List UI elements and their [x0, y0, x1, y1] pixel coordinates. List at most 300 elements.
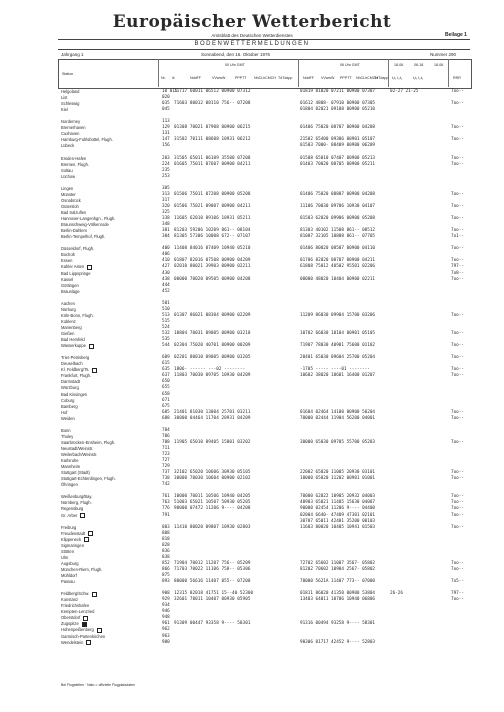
station-number: 10 015 [162, 89, 178, 94]
observation-00: 81305 57306 10008 672-- 07107 [174, 234, 251, 240]
station-number: 129 [162, 125, 170, 131]
station-marker-icon [89, 344, 94, 349]
station-number: 035 [162, 101, 170, 107]
station-number: 020 [162, 95, 170, 101]
observation-00: 01506 75021 09007 00900 04211 [174, 203, 251, 209]
observation-00: 21401 81030 13004 25701 03211 [174, 409, 251, 415]
observation-06: 01706 82020 08707 00900 04211 [300, 258, 376, 264]
station-number: 808 [162, 530, 170, 536]
station-number: 737 [162, 470, 170, 476]
station-name: Öhringen [61, 482, 78, 488]
station-name: Koblenz [61, 318, 76, 324]
station-name: Saarbrücken-Ensheim, Flugh. [61, 439, 116, 445]
station-number: 742 [162, 482, 170, 488]
station-name: Oberstdorf [61, 615, 88, 620]
col-nhcl-a: NhCLhCMCH [254, 76, 276, 80]
precipitation-group: 7oo-- [451, 367, 464, 373]
observation-06: -1705 ----- ----01 -------- [300, 367, 370, 373]
precipitation-group: 7oo-- [451, 276, 464, 282]
observation-06: 21502 65400 09306 00901 05107 [300, 137, 376, 143]
station-number: 384 [162, 234, 170, 240]
col-18-06: 18-06 [394, 63, 404, 67]
station-name: Karlsruhe [61, 458, 79, 464]
col-ppptt-a: PPPTT [235, 76, 247, 80]
station-number: 501 [162, 300, 170, 306]
station-number: 430 [162, 270, 170, 276]
observation-06: 11603 80020 10405 10941 01503 [300, 524, 376, 530]
header-rule-top [58, 39, 470, 40]
col-06-18: 06-18 [414, 63, 424, 67]
station-name: Essen [61, 258, 73, 264]
station-marker-icon [97, 628, 102, 633]
station-number: 729 [162, 464, 170, 470]
observation-00: 11803 70030 09705 10930 04209 [174, 373, 251, 379]
observation-06: 61808 75012 40502 95501 02206 [300, 264, 376, 270]
date-line: Sonnabend, den 16. Oktober 1976 [201, 52, 271, 57]
station-number: 513 [162, 312, 170, 318]
observation-00: 71717 60011 06512 00900 07312 [174, 89, 251, 94]
precipitation-group: 7oo-- [451, 415, 464, 421]
col-t1t2-a: t₁t₁ t₂t₂ [392, 76, 403, 80]
temperature-extremes: 26-26 [390, 591, 403, 597]
observation-00: 01605 75011 07607 00900 04211 [174, 161, 251, 167]
col-iii: iii [172, 76, 175, 80]
col-station: Station [62, 72, 74, 76]
observation-06: 70000 02444 11904 56200 04001 [300, 415, 376, 421]
station-name: Düsseldorf, Flugh. [61, 246, 95, 252]
station-number: 704 [162, 427, 170, 433]
observation-06: 01503 7000- 08409 00900 06209 [300, 143, 376, 149]
station-name: Kassel [61, 276, 74, 282]
station-name: Mannheim [61, 464, 81, 470]
station-name: Nürburg [61, 306, 76, 312]
observation-06: 81007 32105 10808 861-- 07705 [300, 234, 376, 240]
precipitation-group: 7oo-- [451, 512, 464, 518]
precipitation-group: 7oo-- [451, 494, 464, 500]
station-number: 948 [162, 615, 170, 621]
station-name: Bad Salzuflen [61, 210, 87, 215]
section-title: BODENWETTERMELDUNGEN [194, 41, 310, 47]
col-t1t2-b: t₁t₁ t₂t₂ [413, 76, 424, 80]
station-name: Passau [61, 579, 75, 585]
col-nddff-b: NddFF [303, 76, 314, 80]
station-name: Regensburg [61, 506, 84, 512]
station-number: 671 [162, 397, 170, 403]
observation-00: 00000 70020 09505 00900 04208 [174, 276, 251, 282]
observation-00: 30000 04464 11704 20931 04209 [174, 415, 251, 421]
station-number: 535 [162, 337, 170, 343]
station-name: Stuttgart (Stadt) [61, 470, 90, 476]
station-number: 836 [162, 548, 170, 554]
station-number: 338 [162, 216, 170, 222]
precipitation-group: 7o1-- [451, 234, 464, 240]
precipitation-group: 7oo-- [451, 246, 464, 252]
station-number: 348 [162, 222, 170, 228]
station-name: Berlin-Tempelhof, Flugh. [61, 234, 106, 240]
station-name: Soltau [61, 167, 73, 173]
station-number: 803 [162, 524, 170, 530]
station-number: 934 [162, 603, 170, 609]
observation-00: 71603 80012 08110 756-- 07208 [174, 101, 251, 107]
station-number: 406 [162, 252, 170, 258]
observation-06: 11106 70030 09706 10930 04107 [300, 203, 376, 209]
station-number: 776 [162, 506, 170, 512]
station-name: Bonn [61, 427, 71, 433]
station-name: Cuxhaven [61, 131, 80, 137]
station-name: Kiel [61, 107, 68, 113]
col-time-06: 06 Uhr GMT [340, 63, 360, 67]
observation-06: 22002 65020 11005 20930 03101 [300, 470, 376, 476]
station-marker-icon [86, 640, 91, 645]
col-rrr: RRR [453, 76, 461, 80]
station-name: Köln-Bonn, Flugh. [61, 312, 94, 318]
station-number: 866 [162, 566, 170, 572]
precipitation-group: 7oo-- [451, 203, 464, 209]
station-marker-icon [83, 616, 88, 621]
footnote: Bei Flugstellen · Nato = offizielle Flugplatzdaten [61, 683, 135, 687]
station-number: 444 [162, 282, 170, 288]
station-name: Bad Hersfeld [61, 337, 85, 343]
station-name: Freiburg [61, 524, 77, 530]
station-number: 893 [162, 579, 170, 585]
station-name: Mühldorf [61, 573, 77, 578]
station-name: Frankfurt, Flugh. [61, 373, 92, 379]
station-name: Hof [61, 409, 68, 415]
observation-06: 01403 70020 08705 00900 05211 [300, 161, 376, 167]
station-name: Marienberg [61, 324, 82, 330]
station-name: Freudenstadt [61, 531, 93, 536]
station-number: 658 [162, 391, 170, 397]
observation-06: 71907 78030 40901 75600 01102 [300, 343, 376, 349]
station-number: 045 [162, 107, 170, 113]
station-name: Kl. Feldberg/Ts. [61, 367, 97, 372]
station-name: Konstanz [61, 597, 79, 603]
station-name: Göttingen [61, 282, 79, 288]
col-vvwww-a: VVwwW [212, 76, 226, 80]
station-number: 400 [162, 246, 170, 252]
station-number: 929 [162, 597, 170, 603]
observation-06: 01612 4808- 07910 00900 07305 [300, 101, 376, 107]
observation-06: 40903 65021 11405 15630 04007 [300, 500, 376, 506]
precipitation-group: 7oo-- [451, 125, 464, 131]
station-name: Klippeneck [61, 537, 89, 542]
station-number: 532 [162, 331, 170, 336]
observation-00: 11605 62010 09106 10931 05211 [174, 216, 251, 222]
station-name: Neustadt/Weinstr. [61, 445, 94, 451]
station-name: Gießen [61, 331, 75, 336]
station-number: 320 [162, 203, 170, 209]
precipitation-group: 7oo-- [451, 355, 464, 361]
observation-06: 90306 01717 42452 9---- 52803 [300, 639, 376, 645]
nummer-label: Nummer 290 [430, 52, 457, 57]
station-name: Weißenburg/Bay. [61, 494, 93, 500]
station-number: 908 [162, 591, 170, 597]
station-number: 313 [162, 191, 170, 197]
column-divider [448, 59, 449, 87]
observation-00: 32601 78011 10407 00930 05905 [174, 597, 251, 603]
report-subtitle: Amtsblatt des Deutschen Wetterdienstes [211, 33, 293, 38]
station-marker-icon [80, 513, 85, 518]
observation-00: 10000 70011 10506 10940 04205 [174, 494, 251, 500]
station-number: 544 [162, 343, 170, 349]
observation-06: 13403 64011 10706 10940 06806 [300, 597, 376, 603]
station-name: Feldberg/Schw. [61, 591, 97, 596]
col-18-06-b: 18-06 [434, 63, 444, 67]
station-name: Coburg [61, 397, 75, 403]
station-name: Weiden [61, 415, 75, 421]
station-number: 410 [162, 258, 170, 264]
station-name: Bremen, Flugh. [61, 161, 89, 167]
station-name: Norderney [61, 119, 81, 125]
observation-06: 81202 70602 10904 2567- 05802 [300, 566, 376, 572]
observation-00: 90000 07472 11206 9---- 04208 [174, 506, 251, 512]
station-number: 131 [162, 131, 170, 137]
station-name: Nürnberg, Flugh. [61, 500, 92, 506]
observation-00: 10804 70031 09005 00900 03210 [174, 331, 251, 336]
observation-06: 01819 81020 07211 00900 07307 [300, 89, 376, 94]
observation-00: 80000 56616 11407 855-- 07200 [174, 579, 251, 585]
station-name: Bremerhaven [61, 125, 86, 131]
precipitation-group: 7oo-- [451, 524, 464, 530]
col-nddff-a: NddFF [190, 76, 201, 80]
observation-06: 01406 75020 08807 00900 04208 [300, 191, 376, 197]
precipitation-group: 7oo-- [451, 470, 464, 476]
station-number: 852 [162, 560, 170, 566]
station-number: 510 [162, 306, 170, 312]
precipitation-group: 7oo-- [451, 216, 464, 222]
precipitation-group: 7oo-- [451, 258, 464, 264]
observation-00: 32102 65020 10606 30930 05105 [174, 470, 251, 476]
precipitation-group: 7oo-- [451, 500, 464, 506]
station-name: Würzburg [61, 385, 79, 391]
station-number: 224 [162, 161, 170, 167]
station-number: 711 [162, 445, 170, 451]
precipitation-group: 7oo-- [451, 161, 464, 167]
station-number: 650 [162, 379, 170, 385]
station-marker-icon [92, 368, 97, 373]
column-divider [158, 59, 159, 87]
observation-00: 01307 86021 08304 00900 02209 [174, 312, 251, 318]
station-number: 524 [162, 324, 170, 330]
station-name: Hannover-Langenhgn., Flugh. [61, 216, 116, 222]
observation-00: 02010 80021 39903 00900 02211 [174, 264, 251, 270]
station-name: Augsburg [61, 560, 79, 566]
station-number: 637 [162, 373, 170, 379]
observation-06: 01508 65010 07407 00900 05213 [300, 155, 376, 161]
precipitation-group: 7oo-- [451, 597, 464, 603]
station-name: Zugspitze [61, 621, 87, 626]
station-number: 946 [162, 609, 170, 615]
observation-00: 30000 70030 10604 00900 02102 [174, 476, 251, 482]
observation-06: 01406 75020 08707 00900 04208 [300, 125, 376, 131]
observation-06: 70000 5621A 11407 773-- 07000 [300, 579, 376, 585]
station-marker-icon [92, 592, 97, 597]
observation-06: 30707 65011 42401 35200 00103 [300, 518, 376, 524]
station-marker-icon [82, 622, 87, 627]
station-name: Bocholt [61, 252, 75, 258]
station-marker-icon [84, 537, 89, 542]
station-number: 675 [162, 403, 170, 409]
station-number: 763 [162, 500, 170, 506]
station-name: Lingen [61, 185, 74, 191]
station-number: 962 [162, 627, 170, 633]
station-name: Hamburg-Fuhlsbüttel, Flugh. [61, 137, 113, 143]
station-name: Osnabrück [61, 197, 81, 203]
precipitation-group: 7oo-- [451, 476, 464, 482]
station-name: Lüchow [61, 173, 76, 179]
precipitation-group: 797-- [451, 591, 464, 597]
observation-00: 91309 00447 93358 9---- 58301 [174, 621, 251, 627]
observation-06: 90000 02454 11206 9---- 04400 [300, 506, 376, 512]
station-number: 203 [162, 155, 170, 161]
station-number: 818 [162, 536, 170, 542]
station-number: 838 [162, 554, 170, 560]
precipitation-group: 7oo-- [451, 373, 464, 379]
station-number: 381 [162, 228, 170, 234]
column-header-box [58, 59, 472, 89]
observation-00: 71904 70012 11207 756-- 05209 [174, 560, 251, 566]
station-number: 738 [162, 476, 170, 482]
col-vvwww-b: VVwwW [321, 76, 335, 80]
station-name: Helgoland [61, 89, 80, 94]
station-number: 325 [162, 210, 170, 215]
observation-06: 02004 6640- 47409 47301 02101 [300, 512, 376, 518]
station-number: 963 [162, 633, 170, 639]
station-number: 791 [162, 512, 170, 518]
station-number: 253 [162, 173, 170, 179]
precipitation-group: 7oo-- [451, 331, 464, 336]
beilage-label: Beilage 1 [445, 32, 467, 38]
observation-06: 00000 48020 10404 00900 02211 [300, 276, 376, 282]
station-number: 515 [162, 318, 170, 324]
column-divider [298, 59, 299, 87]
station-number: 317 [162, 197, 170, 203]
precipitation-group: 7o5-- [451, 579, 464, 585]
station-name: Berlin-Dahlem [61, 228, 87, 234]
observation-06: 20401 65030 09604 25700 05204 [300, 355, 376, 361]
observation-00: 11410 80020 09807 10930 02803 [174, 524, 251, 530]
observation-00: 01308 70021 07908 00900 06215 [174, 125, 251, 131]
station-name: Wendelstein [61, 640, 91, 645]
station-name: Garmisch-Partenkirchen [61, 633, 106, 639]
station-number: 438 [162, 276, 170, 282]
observation-00: 01506 75011 07208 00900 05208 [174, 191, 251, 197]
precipitation-group: 7oo-- [451, 155, 464, 161]
station-number: 235 [162, 167, 170, 173]
observation-06: 01811 86020 41350 00900 53804 [300, 591, 376, 597]
observation-06: 10000 65020 11202 00901 01001 [300, 476, 376, 482]
station-number: 615 [162, 361, 170, 367]
station-number: 635 [162, 367, 170, 373]
station-marker-icon [87, 265, 92, 270]
precipitation-group: 7oo-- [451, 560, 464, 566]
precipitation-group: 7oo-- [451, 137, 464, 143]
precipitation-group: 7oo-- [451, 228, 464, 234]
station-number: 828 [162, 542, 170, 548]
station-name: Emden-Hafen [61, 155, 87, 161]
station-number: 305 [162, 185, 170, 191]
precipitation-group: 7oo-- [451, 439, 464, 445]
station-name: Bamberg [61, 403, 78, 409]
station-name: Darmstadt [61, 379, 80, 385]
observation-00: 51003 65021 10507 50930 05205 [174, 500, 251, 506]
observation-06: 30000 65030 09705 55700 05203 [300, 439, 376, 445]
observation-00: 02304 75020 40701 00900 00209 [174, 343, 251, 349]
precipitation-group: 797-- [451, 264, 464, 270]
station-name: Stötten [61, 548, 74, 554]
observation-06: 81303 40102 11508 861-- 08512 [300, 228, 376, 234]
station-name: Bad Kissingen [61, 391, 88, 397]
station-name: Münster [61, 191, 76, 197]
station-number: 875 [162, 573, 170, 578]
station-name: List [61, 95, 68, 101]
station-name: Lübeck [61, 143, 75, 149]
station-name: Gr. Arber [61, 513, 85, 518]
station-name: Braunschweig-Völkenrode [61, 222, 109, 228]
observation-00: 31502 70111 08608 10931 06212 [174, 137, 251, 143]
report-title: Europäischer Wetterbericht [112, 12, 392, 32]
station-number: 688 [162, 415, 170, 421]
col-ppptt-b: PPPTT [340, 76, 352, 80]
precipitation-group: 7oo-- [451, 506, 464, 512]
station-marker-icon [88, 531, 93, 536]
station-name: Braunlage [61, 288, 80, 294]
station-name: Tholey [61, 433, 74, 439]
col-nhcl-b: NhCLhCMCH [356, 76, 378, 80]
station-name: Aachen [61, 300, 75, 306]
column-divider [388, 59, 389, 87]
observation-06: 11209 86030 09904 15700 03206 [300, 312, 376, 318]
observation-06: 72702 65602 11007 3567- 05802 [300, 560, 376, 566]
station-number: 980 [162, 639, 170, 645]
station-number: 708 [162, 439, 170, 445]
observation-06: 01804 82021 09108 00900 05210 [300, 107, 376, 113]
observation-00: 11905 65010 09405 15801 03202 [174, 439, 251, 445]
station-number: 452 [162, 288, 170, 294]
precipitation-group: 7oo-- [451, 409, 464, 415]
station-name: Weilerbach/Weinstr. [61, 452, 98, 457]
observation-00: 1806- ------ ---02 -------- [174, 367, 246, 373]
station-name: Trier-Petrisberg [61, 355, 90, 361]
precipitation-group: 7oo-- [451, 566, 464, 572]
observation-06: 91316 00494 93258 9---- 58301 [300, 621, 376, 627]
station-number: 727 [162, 458, 170, 464]
station-name: Wasserkuppe [61, 343, 94, 348]
observation-06: 01503 62020 09906 00900 05208 [300, 216, 376, 222]
station-number: 685 [162, 409, 170, 415]
jahrgang-label: Jahrgang 1 [61, 52, 84, 57]
station-number: 706 [162, 433, 170, 439]
station-number: 761 [162, 494, 170, 500]
precipitation-group: 7oo-- [451, 191, 464, 197]
station-name: Ulm [61, 554, 69, 560]
observation-06: 01406 80020 08507 00900 04110 [300, 246, 376, 252]
station-name: Stuttgart-Echterdingen, Flugh. [61, 476, 116, 482]
station-number: 961 [162, 621, 170, 627]
station-name: Gütersloh [61, 203, 79, 209]
station-number: 113 [162, 119, 170, 125]
station-number: 427 [162, 264, 170, 270]
precipitation-group: 7oo-- [451, 101, 464, 107]
station-name: Kempten-Lenzried [61, 609, 95, 615]
header-rule-bottom [58, 49, 470, 50]
station-name: Sigmaringen [61, 542, 84, 548]
precipitation-group: 7o8-- [451, 270, 464, 276]
observation-00: 01807 82016 07508 00900 04209 [174, 258, 251, 264]
station-number: 609 [162, 355, 170, 361]
precipitation-group: 7oo-- [451, 89, 464, 94]
observation-06: 10602 38020 10601 16400 01207 [300, 373, 376, 379]
